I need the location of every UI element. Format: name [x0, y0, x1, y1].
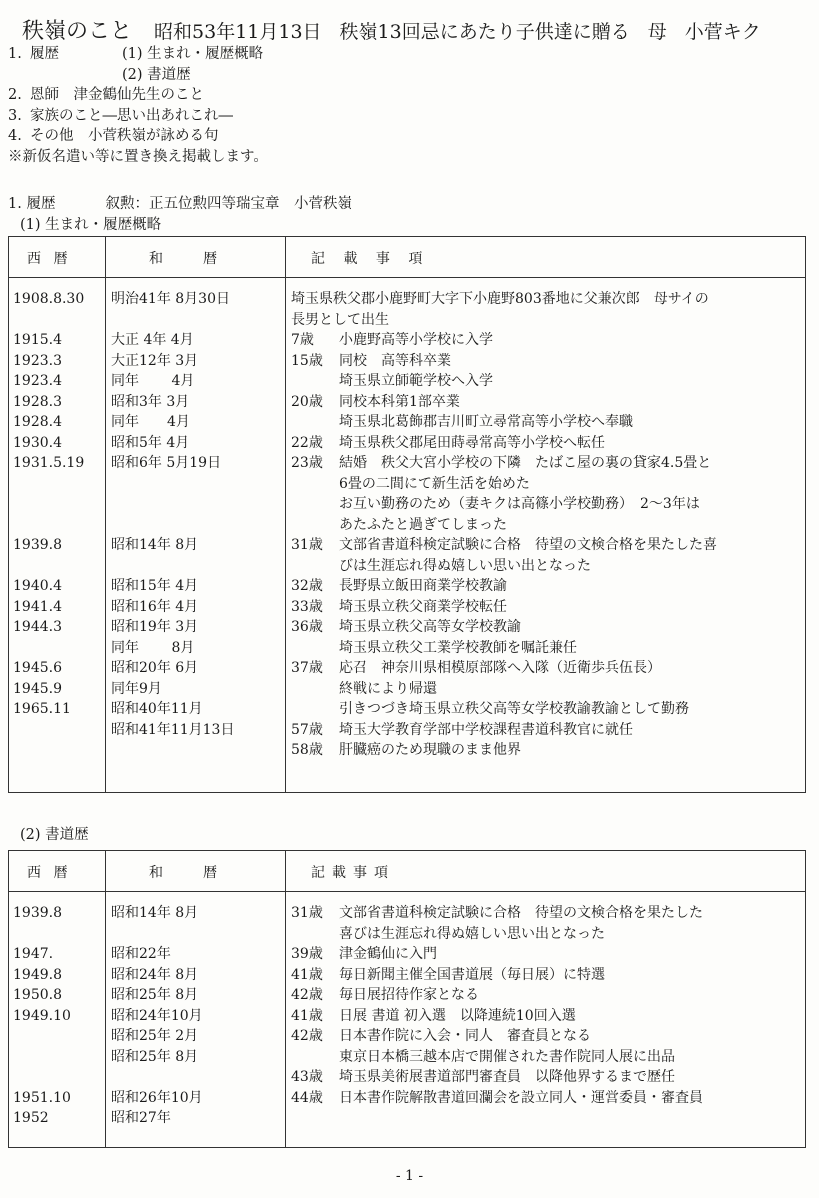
cell-japanese-era: 同年9月: [111, 680, 162, 697]
cell-description: 埼玉県立秩父商業学校転任: [339, 598, 507, 615]
cell-age: 15歳: [291, 352, 323, 369]
cell-western-year: 1928.3: [13, 393, 62, 410]
table-row: [9, 617, 805, 638]
cell-description: 日展 書道 初入選 以降連続10回入選: [339, 1007, 576, 1024]
cell-description: お互い勤務のため（妻キクは高篠小学校勤務） 2～3年は: [339, 496, 700, 512]
cell-description: 終戦により帰還: [339, 680, 437, 697]
cell-japanese-era: 昭和25年 8月: [111, 1048, 199, 1065]
table-row: [9, 351, 805, 372]
title-author: 小菅キク: [684, 21, 761, 43]
cell-description: 埼玉県北葛飾郡吉川町立尋常高等小学校へ奉職: [339, 414, 633, 430]
cell-japanese-era: 昭和41年11月13日: [111, 721, 235, 738]
table-row: [9, 1088, 805, 1109]
cell-age: 32歳: [291, 578, 323, 594]
toc-item: (2) 書道歴: [122, 66, 191, 83]
cell-description: 長野県立飯田商業学校教諭: [339, 578, 507, 594]
cell-age: 44歳: [291, 1089, 323, 1106]
cell-western-year: 1908.8.30: [13, 291, 85, 307]
cell-description: 毎日新聞主催全国書道展（毎日展）に特選: [339, 966, 605, 983]
cell-age: 36歳: [291, 619, 323, 635]
table-row: [9, 1006, 805, 1027]
cell-description: 文部省書道科検定試験に合格 待望の文検合格を果たした喜: [339, 537, 717, 553]
cell-description: 6畳の二間にて新生活を始めた: [339, 475, 530, 492]
table-row: [9, 576, 805, 597]
cell-description: 埼玉県美術展書道部門審査員 以降他界するまで歴任: [339, 1069, 675, 1085]
cell-description: 埼玉大学教育学部中学校課程書道科教官に就任: [339, 721, 633, 738]
cell-description: 喜びは生涯忘れ得ぬ嬉しい思い出となった: [339, 925, 605, 942]
cell-age: 43歳: [291, 1069, 323, 1085]
cell-japanese-era: 昭和16年 4月: [111, 598, 199, 615]
cell-japanese-era: 昭和25年 8月: [111, 987, 199, 1003]
table-row: [9, 944, 805, 965]
toc-item: 1. 履歴 (1) 生まれ・履歴概略: [8, 46, 264, 62]
cell-western-year: 1940.4: [13, 578, 62, 594]
cell-description: 結婚 秩父大宮小学校の下隣 たばこ屋の裏の貸家4.5畳と: [339, 455, 712, 471]
cell-age: 31歳: [291, 537, 323, 553]
cell-age: 41歳: [291, 966, 323, 983]
cell-description: 長男として出生: [291, 311, 389, 328]
cell-age: 42歳: [291, 987, 323, 1003]
cell-japanese-era: 昭和6年 5月19日: [111, 455, 222, 471]
cell-western-year: 1923.4: [13, 373, 62, 389]
cell-western-year: 1930.4: [13, 434, 62, 451]
cell-japanese-era: 昭和26年10月: [111, 1089, 203, 1106]
table-row: [9, 392, 805, 413]
cell-description: 日本書作院に入会・同人 審査員となる: [339, 1028, 591, 1044]
cell-japanese-era: 昭和5年 4月: [111, 434, 190, 451]
title-dedication: 秩嶺13回忌にあたり子供達に贈る: [339, 21, 630, 43]
cell-age: 7歳: [291, 332, 314, 348]
table-row: [9, 638, 805, 659]
cell-japanese-era: 昭和24年 8月: [111, 966, 199, 983]
cell-japanese-era: 大正12年 3月: [111, 352, 199, 369]
table-row: [9, 1047, 805, 1088]
cell-age: 42歳: [291, 1028, 323, 1044]
cell-age: 20歳: [291, 393, 323, 410]
cell-japanese-era: 昭和25年 2月: [111, 1028, 199, 1044]
cell-description: 応召 神奈川県相模原部隊へ入隊（近衛歩兵伍長）: [339, 660, 661, 676]
cell-description: 同校 高等科卒業: [339, 352, 451, 369]
cell-japanese-era: 昭和14年 8月: [111, 537, 199, 553]
cell-description: 津金鶴仙に入門: [339, 946, 437, 962]
cell-description: 東京日本橋三越本店で開催された書作院同人展に出品: [339, 1048, 675, 1065]
table-row: [9, 433, 805, 454]
cell-age: 57歳: [291, 721, 323, 738]
title-mother: 母: [647, 21, 667, 43]
table-row: [9, 535, 805, 576]
cell-western-year: 1950.8: [13, 987, 62, 1003]
section-heading-history: 1. 履歴 叙勲：正五位勲四等瑞宝章 小菅秩嶺: [8, 196, 352, 212]
cell-japanese-era: 同年 8月: [111, 639, 195, 656]
cell-japanese-era: 大正 4年 4月: [111, 332, 194, 348]
toc-item: 3. 家族のこと―思い出あれこれ―: [8, 107, 233, 124]
cell-age: 31歳: [291, 905, 323, 921]
decoration-text: 叙勲：正五位勲四等瑞宝章 小菅秩嶺: [105, 196, 352, 212]
cell-japanese-era: 昭和3年 3月: [111, 393, 190, 410]
cell-age: 33歳: [291, 598, 323, 615]
page-number: - 1 -: [395, 1168, 424, 1184]
table-row: [9, 985, 805, 1006]
cell-japanese-era: 昭和27年: [111, 1110, 171, 1126]
cell-japanese-era: 昭和24年10月: [111, 1007, 203, 1024]
table-row: [9, 699, 805, 720]
cell-western-year: 1949.8: [13, 966, 62, 983]
cell-age: 39歳: [291, 946, 323, 962]
table-row: [9, 453, 805, 535]
cell-western-year: 1965.11: [13, 701, 71, 717]
table-row: [9, 597, 805, 618]
cell-japanese-era: 昭和19年 3月: [111, 619, 199, 635]
cell-japanese-era: 昭和40年11月: [111, 701, 203, 717]
title-main: 秩嶺のこと: [22, 19, 133, 44]
table-row: [9, 371, 805, 392]
subsection-heading-calligraphy: (2) 書道歴: [20, 827, 89, 843]
title-date: 昭和53年11月13日: [154, 21, 322, 43]
subsection-heading-summary: (1) 生まれ・履歴概略: [20, 217, 162, 233]
column-header: 記 載 事 項: [311, 251, 430, 267]
cell-description: 肝臓癌のため現職のまま他界: [339, 742, 521, 758]
cell-japanese-era: 昭和14年 8月: [111, 905, 199, 921]
cell-description: 埼玉県立秩父工業学校教師を嘱託兼任: [339, 639, 577, 656]
cell-description: 毎日展招待作家となる: [339, 987, 479, 1003]
table-row: [9, 1108, 805, 1129]
cell-western-year: 1931.5.19: [13, 455, 85, 471]
table-of-contents: [8, 44, 268, 167]
cell-western-year: 1945.9: [13, 680, 62, 697]
cell-western-year: 1947.: [13, 946, 54, 962]
cell-description: 埼玉県秩父郡小鹿野町大字下小鹿野803番地に父兼次郎 母サイの: [291, 291, 709, 307]
column-header: 和 暦: [149, 251, 221, 267]
cell-description: 日本書作院解散書道回瀾会を設立同人・運営委員・審査員: [339, 1089, 703, 1106]
cell-description: 文部省書道科検定試験に合格 待望の文検合格を果たした: [339, 905, 703, 921]
cell-description: 埼玉県立秩父高等女学校教諭: [339, 619, 521, 635]
cell-japanese-era: 同年 4月: [111, 373, 195, 389]
cell-description: 埼玉県秩父郡尾田蒔尋常高等小学校へ転任: [339, 434, 605, 451]
table-row: [9, 679, 805, 700]
cell-western-year: 1945.6: [13, 660, 62, 676]
toc-item: 4. その他 小菅秩嶺が詠める句: [8, 128, 219, 144]
cell-description: あたふたと過ぎてしまった: [339, 516, 507, 533]
note: ※新仮名遣い等に置き換え掲載します。: [8, 148, 268, 165]
cell-description: 埼玉県立師範学校へ入学: [339, 373, 493, 389]
cell-japanese-era: 同年 4月: [111, 414, 190, 430]
table-row: [9, 720, 805, 761]
table-row: [9, 289, 805, 330]
toc-item: 2. 恩師 津金鶴仙先生のこと: [8, 87, 204, 103]
cell-western-year: 1923.3: [13, 352, 62, 369]
cell-western-year: 1939.8: [13, 537, 62, 553]
table-row: [9, 1026, 805, 1047]
document-title: [22, 14, 779, 45]
calligraphy-table: [8, 850, 806, 1148]
cell-western-year: 1941.4: [13, 598, 62, 615]
table-row: [9, 965, 805, 986]
column-header: 記載事項: [311, 865, 395, 881]
cell-age: 41歳: [291, 1007, 323, 1024]
cell-age: 37歳: [291, 660, 323, 676]
cell-description: 引きつづき埼玉県立秩父高等女学校教諭教諭として勤務: [339, 701, 689, 717]
table-row: [9, 412, 805, 433]
table-row: [9, 903, 805, 944]
cell-japanese-era: 昭和15年 4月: [111, 578, 199, 594]
table-row: [9, 658, 805, 679]
cell-western-year: 1949.10: [13, 1007, 71, 1024]
cell-description: 小鹿野高等小学校に入学: [339, 332, 493, 348]
cell-western-year: 1944.3: [13, 619, 62, 635]
cell-western-year: 1951.10: [13, 1089, 71, 1106]
cell-age: 23歳: [291, 455, 323, 471]
cell-western-year: 1928.4: [13, 414, 62, 430]
cell-age: 58歳: [291, 742, 323, 758]
cell-japanese-era: 明治41年 8月30日: [111, 291, 230, 307]
cell-western-year: 1939.8: [13, 905, 62, 921]
cell-age: 22歳: [291, 434, 323, 451]
column-header: 西 暦: [27, 865, 72, 881]
column-header: 和 暦: [149, 865, 221, 881]
cell-description: びは生涯忘れ得ぬ嬉しい思い出となった: [339, 557, 591, 574]
history-table: [8, 236, 806, 793]
cell-japanese-era: 昭和20年 6月: [111, 660, 199, 676]
cell-western-year: 1952: [13, 1110, 49, 1126]
column-header: 西 暦: [27, 251, 72, 267]
table-row: [9, 330, 805, 351]
cell-description: 同校本科第1部卒業: [339, 393, 460, 410]
cell-japanese-era: 昭和22年: [111, 946, 171, 962]
cell-western-year: 1915.4: [13, 332, 62, 348]
